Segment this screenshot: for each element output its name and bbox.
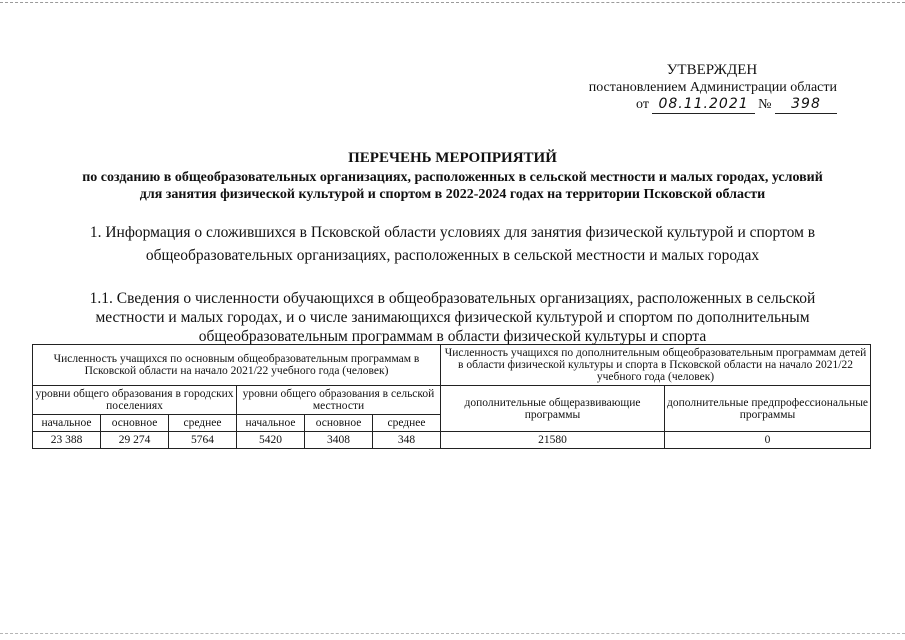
section-1-line-2: общеобразовательных организациях, расположенных в сельской местности и малых городах xyxy=(145,247,760,264)
value-cell: 23 388 xyxy=(33,432,101,449)
approval-stamp xyxy=(557,62,837,114)
header-general-development: дополнительные общеразвивающие программы xyxy=(441,386,665,432)
approval-date-line xyxy=(557,96,837,114)
header-preprofessional: дополнительные предпрофессиональные программы xyxy=(665,386,871,432)
level-cell: среднее xyxy=(373,415,441,432)
value-cell: 5764 xyxy=(169,432,237,449)
section-1-1-line-3: общеобразовательным программам в области физической культуры и спорта xyxy=(198,328,707,345)
level-cell: основное xyxy=(101,415,169,432)
header-rural-levels: уровни общего образования в сельской местности xyxy=(237,386,441,415)
header-additional-programs: Численность учащихся по дополнительным общеобразовательным программам детей в области физической культуры и спорта в Псковской области на начало 2021/22 учебного года (человек) xyxy=(441,345,871,386)
approved-by-text: постановлением Администрации области xyxy=(588,80,837,95)
value-cell: 3408 xyxy=(305,432,373,449)
header-main-programs: Численность учащихся по основным общеобразовательным программам в Псковской области на начало 2021/22 учебного года (человек) xyxy=(33,345,441,386)
handwritten-date: 08.11.2021 xyxy=(652,96,754,114)
table-header-row xyxy=(33,345,871,386)
approved-label: УТВЕРЖДЕН xyxy=(666,62,758,78)
section-1-line-1: 1. Информация о сложившихся в Псковской области условиях для занятия физической культурой и спортом в xyxy=(89,224,816,241)
title-line-2: для занятия физической культурой и спортом в 2022-2024 годах на территории Псковской области xyxy=(139,187,766,202)
table-values-row xyxy=(33,432,871,449)
value-cell: 21580 xyxy=(441,432,665,449)
scan-edge-top xyxy=(0,2,905,3)
header-urban-levels: уровни общего образования в городских поселениях xyxy=(33,386,237,415)
table-subheader-row xyxy=(33,386,871,415)
number-prefix: № xyxy=(758,97,772,112)
level-cell: основное xyxy=(305,415,373,432)
value-cell: 5420 xyxy=(237,432,305,449)
level-cell: среднее xyxy=(169,415,237,432)
level-cell: начальное xyxy=(33,415,101,432)
section-1-1-line-1: 1.1. Сведения о численности обучающихся в общеобразовательных организациях, расположенных в сельской xyxy=(89,290,816,307)
handwritten-number: 398 xyxy=(775,96,837,114)
date-prefix: от xyxy=(636,97,649,112)
title-line-1: по созданию в общеобразовательных организациях, расположенных в сельской местности и малых городах, условий xyxy=(82,170,823,185)
value-cell: 0 xyxy=(665,432,871,449)
scan-edge-bottom xyxy=(0,633,905,634)
student-statistics-table xyxy=(32,344,871,449)
level-cell: начальное xyxy=(237,415,305,432)
section-1-1-heading xyxy=(40,289,865,346)
section-1-1-line-2: местности и малых городах, и о числе занимающихся физической культурой и спортом по дополнительным xyxy=(95,309,810,326)
value-cell: 29 274 xyxy=(101,432,169,449)
title-main: ПЕРЕЧЕНЬ МЕРОПРИЯТИЙ xyxy=(348,150,557,166)
document-title xyxy=(0,150,905,203)
section-1-heading xyxy=(50,221,855,267)
value-cell: 348 xyxy=(373,432,441,449)
